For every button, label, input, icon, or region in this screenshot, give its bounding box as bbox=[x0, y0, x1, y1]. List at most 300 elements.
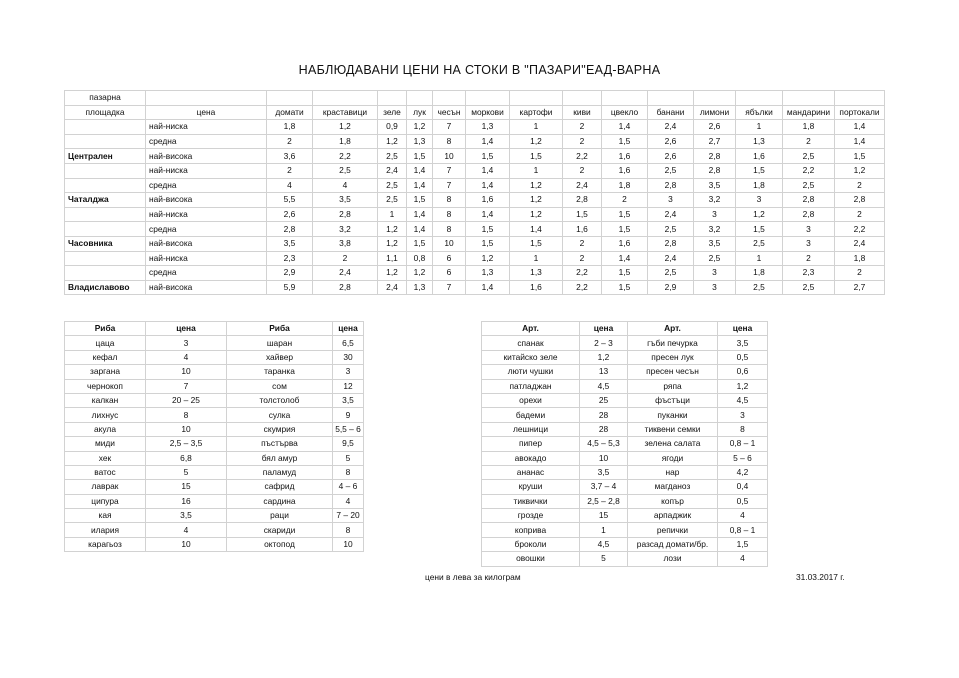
item-price-cell: 10 bbox=[580, 451, 628, 465]
item-price-cell: 7 bbox=[146, 379, 227, 393]
price-value-cell: 5,9 bbox=[267, 280, 313, 295]
item-name-cell: лози bbox=[628, 552, 718, 566]
table-row bbox=[482, 465, 768, 479]
price-value-cell: 2,8 bbox=[648, 236, 694, 251]
market-name-cell bbox=[65, 251, 146, 266]
price-value-cell: 2,8 bbox=[783, 207, 835, 222]
price-value-cell: 6 bbox=[433, 251, 466, 266]
price-value-cell: 3,6 bbox=[267, 149, 313, 164]
price-value-cell: 1,5 bbox=[510, 236, 563, 251]
table-row bbox=[482, 451, 768, 465]
price-value-cell: 3,2 bbox=[694, 193, 736, 208]
price-value-cell: 1 bbox=[510, 163, 563, 178]
price-value-cell: 2,2 bbox=[783, 163, 835, 178]
item-price-cell: 4,5 bbox=[718, 393, 768, 407]
price-value-cell: 2,5 bbox=[783, 280, 835, 295]
price-value-cell: 2,5 bbox=[648, 222, 694, 237]
header-row bbox=[65, 105, 885, 120]
table-row bbox=[65, 251, 885, 266]
item-name-cell: калкан bbox=[65, 393, 146, 407]
item-price-cell: 9,5 bbox=[333, 437, 364, 451]
price-value-cell: 2,6 bbox=[267, 207, 313, 222]
price-value-cell: 6 bbox=[433, 266, 466, 281]
item-price-cell: 30 bbox=[333, 350, 364, 364]
price-value-cell: 2,8 bbox=[835, 193, 885, 208]
price-value-cell: 1,6 bbox=[510, 280, 563, 295]
item-name-cell: кефал bbox=[65, 350, 146, 364]
item-price-cell: 8 bbox=[146, 408, 227, 422]
table-row bbox=[482, 408, 768, 422]
price-level-cell: средна bbox=[146, 178, 267, 193]
price-value-cell: 2,2 bbox=[563, 149, 602, 164]
price-value-cell: 1,5 bbox=[736, 163, 783, 178]
table-row bbox=[65, 236, 885, 251]
price-value-cell: 1,2 bbox=[378, 222, 407, 237]
header-blank-cell bbox=[433, 91, 466, 106]
header-blank-cell bbox=[694, 91, 736, 106]
price-value-cell: 1,5 bbox=[407, 236, 433, 251]
table-row bbox=[65, 393, 364, 407]
item-price-cell: 9 bbox=[333, 408, 364, 422]
table-row bbox=[65, 437, 364, 451]
table-row bbox=[482, 422, 768, 436]
market-name-cell bbox=[65, 207, 146, 222]
table-row bbox=[65, 178, 885, 193]
item-price-cell: 4,2 bbox=[718, 465, 768, 479]
price-value-cell: 2,8 bbox=[648, 178, 694, 193]
price-value-cell: 2,6 bbox=[648, 134, 694, 149]
item-name-cell: цаца bbox=[65, 336, 146, 350]
item-name-cell: тиквени семки bbox=[628, 422, 718, 436]
item-price-cell: 5 bbox=[333, 451, 364, 465]
price-value-cell: 3 bbox=[736, 193, 783, 208]
price-value-cell: 2,5 bbox=[378, 149, 407, 164]
column-header: Арт. bbox=[482, 322, 580, 336]
item-price-cell: 10 bbox=[146, 365, 227, 379]
item-price-cell: 3,5 bbox=[580, 465, 628, 479]
table-row bbox=[65, 509, 364, 523]
item-price-cell: 0,6 bbox=[718, 365, 768, 379]
market-name-cell bbox=[65, 222, 146, 237]
price-level-cell: най-ниска bbox=[146, 207, 267, 222]
price-value-cell: 2 bbox=[783, 251, 835, 266]
item-name-cell: сафрид bbox=[227, 480, 333, 494]
price-value-cell: 1,4 bbox=[510, 222, 563, 237]
header-blank-cell bbox=[267, 91, 313, 106]
price-value-cell: 2,3 bbox=[267, 251, 313, 266]
market-name-cell: Часовника bbox=[65, 236, 146, 251]
table-row bbox=[482, 480, 768, 494]
item-price-cell: 15 bbox=[146, 480, 227, 494]
price-value-cell: 1,5 bbox=[510, 149, 563, 164]
price-value-cell: 8 bbox=[433, 134, 466, 149]
item-price-cell: 10 bbox=[146, 537, 227, 551]
item-name-cell: фъстъци bbox=[628, 393, 718, 407]
price-value-cell: 1,1 bbox=[378, 251, 407, 266]
price-value-cell: 1,6 bbox=[602, 149, 648, 164]
header-row bbox=[65, 91, 885, 106]
price-value-cell: 1,4 bbox=[407, 163, 433, 178]
price-value-cell: 2,8 bbox=[563, 193, 602, 208]
header-blank-cell bbox=[313, 91, 378, 106]
price-value-cell: 8 bbox=[433, 222, 466, 237]
price-value-cell: 1,6 bbox=[736, 149, 783, 164]
column-header: Арт. bbox=[628, 322, 718, 336]
price-value-cell: 1,8 bbox=[835, 251, 885, 266]
item-name-cell: нар bbox=[628, 465, 718, 479]
price-value-cell: 2 bbox=[563, 236, 602, 251]
item-price-cell: 12 bbox=[333, 379, 364, 393]
price-value-cell: 1 bbox=[378, 207, 407, 222]
item-name-cell: ряпа bbox=[628, 379, 718, 393]
item-price-cell: 4 bbox=[333, 494, 364, 508]
price-value-cell: 1,2 bbox=[510, 207, 563, 222]
price-value-cell: 2 bbox=[563, 163, 602, 178]
price-value-cell: 1,2 bbox=[407, 266, 433, 281]
item-price-cell: 0,4 bbox=[718, 480, 768, 494]
item-price-cell: 3 bbox=[146, 336, 227, 350]
price-value-cell: 1,2 bbox=[378, 134, 407, 149]
item-price-cell: 3,5 bbox=[718, 336, 768, 350]
item-name-cell: кая bbox=[65, 509, 146, 523]
item-price-cell: 1,2 bbox=[718, 379, 768, 393]
price-value-cell: 3 bbox=[694, 266, 736, 281]
item-name-cell: гъби печурка bbox=[628, 336, 718, 350]
price-value-cell: 1,8 bbox=[736, 266, 783, 281]
price-value-cell: 3,5 bbox=[694, 178, 736, 193]
price-value-cell: 1,4 bbox=[466, 178, 510, 193]
item-name-cell: разсад домати/бр. bbox=[628, 537, 718, 551]
price-value-cell: 2 bbox=[563, 134, 602, 149]
price-value-cell: 1,4 bbox=[407, 178, 433, 193]
table-row bbox=[65, 266, 885, 281]
item-price-cell: 4,5 bbox=[580, 379, 628, 393]
item-price-cell: 5 – 6 bbox=[718, 451, 768, 465]
price-level-cell: най-ниска bbox=[146, 120, 267, 135]
price-value-cell: 2,5 bbox=[648, 266, 694, 281]
price-value-cell: 3,5 bbox=[313, 193, 378, 208]
price-value-cell: 2,4 bbox=[563, 178, 602, 193]
price-value-cell: 10 bbox=[433, 236, 466, 251]
price-value-cell: 2,2 bbox=[835, 222, 885, 237]
item-name-cell: пуканки bbox=[628, 408, 718, 422]
header-blank-cell bbox=[510, 91, 563, 106]
price-value-cell: 1 bbox=[736, 251, 783, 266]
price-value-cell: 1,4 bbox=[602, 120, 648, 135]
column-header: цена bbox=[146, 322, 227, 336]
price-value-cell: 1,4 bbox=[466, 163, 510, 178]
date-note: 31.03.2017 г. bbox=[796, 572, 845, 582]
price-value-cell: 1,8 bbox=[736, 178, 783, 193]
price-value-cell: 1,2 bbox=[510, 193, 563, 208]
item-price-cell: 0,5 bbox=[718, 350, 768, 364]
price-value-cell: 3 bbox=[783, 222, 835, 237]
price-value-cell: 1,5 bbox=[602, 280, 648, 295]
price-value-cell: 0,9 bbox=[378, 120, 407, 135]
product-header: киви bbox=[563, 105, 602, 120]
item-price-cell: 1,2 bbox=[580, 350, 628, 364]
header-blank-cell bbox=[378, 91, 407, 106]
item-price-cell: 1 bbox=[580, 523, 628, 537]
item-price-cell: 6,8 bbox=[146, 451, 227, 465]
item-price-cell: 3 bbox=[333, 365, 364, 379]
item-name-cell: скариди bbox=[227, 523, 333, 537]
item-price-cell: 25 bbox=[580, 393, 628, 407]
price-value-cell: 2,4 bbox=[378, 280, 407, 295]
item-name-cell: авокадо bbox=[482, 451, 580, 465]
price-value-cell: 2,2 bbox=[563, 280, 602, 295]
price-header: цена bbox=[146, 105, 267, 120]
price-value-cell: 1,5 bbox=[602, 222, 648, 237]
column-header: цена bbox=[333, 322, 364, 336]
price-value-cell: 2,2 bbox=[563, 266, 602, 281]
price-value-cell: 1,4 bbox=[602, 251, 648, 266]
header-blank-cell bbox=[783, 91, 835, 106]
item-price-cell: 2,5 – 2,8 bbox=[580, 494, 628, 508]
item-price-cell: 28 bbox=[580, 408, 628, 422]
price-value-cell: 3 bbox=[694, 207, 736, 222]
price-level-cell: средна bbox=[146, 266, 267, 281]
market-name-cell: Централен bbox=[65, 149, 146, 164]
table-row bbox=[65, 379, 364, 393]
price-value-cell: 2 bbox=[267, 134, 313, 149]
table-row bbox=[482, 393, 768, 407]
item-name-cell: орехи bbox=[482, 393, 580, 407]
market-header-bottom: площадка bbox=[65, 105, 146, 120]
item-name-cell: сулка bbox=[227, 408, 333, 422]
price-value-cell: 2,5 bbox=[783, 178, 835, 193]
price-value-cell: 2,4 bbox=[313, 266, 378, 281]
price-value-cell: 1 bbox=[736, 120, 783, 135]
table-row bbox=[65, 494, 364, 508]
item-name-cell: бял амур bbox=[227, 451, 333, 465]
price-value-cell: 3 bbox=[648, 193, 694, 208]
header-blank-cell bbox=[563, 91, 602, 106]
price-value-cell: 2,5 bbox=[736, 280, 783, 295]
table-row bbox=[65, 523, 364, 537]
item-price-cell: 16 bbox=[146, 494, 227, 508]
price-value-cell: 2 bbox=[835, 266, 885, 281]
column-header: цена bbox=[718, 322, 768, 336]
item-name-cell: паламуд bbox=[227, 465, 333, 479]
item-name-cell: зелена салата bbox=[628, 437, 718, 451]
price-value-cell: 1,2 bbox=[378, 236, 407, 251]
header-row bbox=[65, 322, 364, 336]
column-header: Риба bbox=[227, 322, 333, 336]
price-value-cell: 2,4 bbox=[648, 120, 694, 135]
price-value-cell: 3,2 bbox=[694, 222, 736, 237]
table-row bbox=[65, 537, 364, 551]
item-price-cell: 3,5 bbox=[333, 393, 364, 407]
item-price-cell: 4,5 bbox=[580, 537, 628, 551]
price-value-cell: 8 bbox=[433, 193, 466, 208]
price-value-cell: 2,5 bbox=[648, 163, 694, 178]
price-value-cell: 2,4 bbox=[648, 207, 694, 222]
price-value-cell: 2 bbox=[835, 178, 885, 193]
item-name-cell: коприва bbox=[482, 523, 580, 537]
item-name-cell: сардина bbox=[227, 494, 333, 508]
price-value-cell: 2,6 bbox=[648, 149, 694, 164]
item-price-cell: 1,5 bbox=[718, 537, 768, 551]
table-row bbox=[482, 350, 768, 364]
item-name-cell: толстолоб bbox=[227, 393, 333, 407]
table-row bbox=[65, 365, 364, 379]
item-name-cell: лаврак bbox=[65, 480, 146, 494]
price-value-cell: 1,2 bbox=[378, 266, 407, 281]
item-price-cell: 3,7 – 4 bbox=[580, 480, 628, 494]
price-value-cell: 7 bbox=[433, 178, 466, 193]
price-value-cell: 2,7 bbox=[694, 134, 736, 149]
price-value-cell: 1,4 bbox=[407, 207, 433, 222]
item-name-cell: хек bbox=[65, 451, 146, 465]
price-value-cell: 0,8 bbox=[407, 251, 433, 266]
price-value-cell: 3,5 bbox=[267, 236, 313, 251]
header-blank-cell bbox=[736, 91, 783, 106]
product-header: домати bbox=[267, 105, 313, 120]
table-row bbox=[482, 494, 768, 508]
price-level-cell: най-ниска bbox=[146, 251, 267, 266]
table-row bbox=[65, 134, 885, 149]
item-name-cell: ватос bbox=[65, 465, 146, 479]
item-name-cell: скумрия bbox=[227, 422, 333, 436]
goods-price-table bbox=[481, 321, 768, 567]
market-name-cell: Чаталджа bbox=[65, 193, 146, 208]
item-name-cell: хайвер bbox=[227, 350, 333, 364]
price-value-cell: 3 bbox=[783, 236, 835, 251]
price-value-cell: 2,8 bbox=[313, 207, 378, 222]
column-header: Риба bbox=[65, 322, 146, 336]
header-blank-cell bbox=[407, 91, 433, 106]
item-price-cell: 20 – 25 bbox=[146, 393, 227, 407]
price-value-cell: 1,5 bbox=[835, 149, 885, 164]
price-value-cell: 2,5 bbox=[694, 251, 736, 266]
item-name-cell: патладжан bbox=[482, 379, 580, 393]
table-row bbox=[65, 336, 364, 350]
price-value-cell: 3,8 bbox=[313, 236, 378, 251]
price-value-cell: 1,3 bbox=[510, 266, 563, 281]
price-value-cell: 2,9 bbox=[267, 266, 313, 281]
item-price-cell: 4 bbox=[718, 552, 768, 566]
price-value-cell: 4 bbox=[267, 178, 313, 193]
item-price-cell: 8 bbox=[333, 523, 364, 537]
price-value-cell: 1 bbox=[510, 251, 563, 266]
price-value-cell: 1,5 bbox=[466, 222, 510, 237]
price-value-cell: 2 bbox=[563, 120, 602, 135]
header-blank-cell bbox=[835, 91, 885, 106]
price-value-cell: 1,6 bbox=[563, 222, 602, 237]
table-row bbox=[65, 350, 364, 364]
item-name-cell: овошки bbox=[482, 552, 580, 566]
price-value-cell: 1,4 bbox=[466, 280, 510, 295]
item-name-cell: заргана bbox=[65, 365, 146, 379]
price-value-cell: 2,5 bbox=[313, 163, 378, 178]
price-value-cell: 1,4 bbox=[835, 120, 885, 135]
price-value-cell: 2 bbox=[267, 163, 313, 178]
market-name-cell: Владиславово bbox=[65, 280, 146, 295]
item-name-cell: пресен чесън bbox=[628, 365, 718, 379]
product-header: картофи bbox=[510, 105, 563, 120]
item-name-cell: копър bbox=[628, 494, 718, 508]
table-row bbox=[482, 537, 768, 551]
item-name-cell: бадеми bbox=[482, 408, 580, 422]
price-value-cell: 1,5 bbox=[602, 266, 648, 281]
table-row bbox=[65, 465, 364, 479]
item-price-cell: 5,5 – 6 bbox=[333, 422, 364, 436]
item-price-cell: 0,5 bbox=[718, 494, 768, 508]
price-value-cell: 7 bbox=[433, 163, 466, 178]
market-name-cell bbox=[65, 163, 146, 178]
header-blank-cell bbox=[146, 91, 267, 106]
item-name-cell: сом bbox=[227, 379, 333, 393]
item-name-cell: раци bbox=[227, 509, 333, 523]
table-row bbox=[482, 509, 768, 523]
market-price-table bbox=[64, 90, 885, 295]
item-name-cell: ананас bbox=[482, 465, 580, 479]
price-level-cell: най-висока bbox=[146, 193, 267, 208]
price-value-cell: 7 bbox=[433, 280, 466, 295]
price-value-cell: 2,8 bbox=[783, 193, 835, 208]
price-value-cell: 1,5 bbox=[407, 149, 433, 164]
price-value-cell: 1,3 bbox=[466, 120, 510, 135]
item-price-cell: 0,8 – 1 bbox=[718, 523, 768, 537]
table-row bbox=[482, 365, 768, 379]
product-header: зеле bbox=[378, 105, 407, 120]
price-value-cell: 1,5 bbox=[466, 149, 510, 164]
table-row bbox=[65, 422, 364, 436]
price-level-cell: най-висока bbox=[146, 280, 267, 295]
price-value-cell: 2,5 bbox=[378, 193, 407, 208]
price-value-cell: 2 bbox=[602, 193, 648, 208]
item-price-cell: 4 – 6 bbox=[333, 480, 364, 494]
item-name-cell: лихнус bbox=[65, 408, 146, 422]
market-name-cell bbox=[65, 120, 146, 135]
item-name-cell: магданоз bbox=[628, 480, 718, 494]
price-value-cell: 4 bbox=[313, 178, 378, 193]
price-value-cell: 10 bbox=[433, 149, 466, 164]
item-price-cell: 2 – 3 bbox=[580, 336, 628, 350]
item-price-cell: 4 bbox=[146, 523, 227, 537]
price-value-cell: 1,2 bbox=[510, 178, 563, 193]
item-price-cell: 3 bbox=[718, 408, 768, 422]
price-value-cell: 1,2 bbox=[510, 134, 563, 149]
item-price-cell: 8 bbox=[333, 465, 364, 479]
item-name-cell: арпаджик bbox=[628, 509, 718, 523]
price-value-cell: 2,4 bbox=[835, 236, 885, 251]
market-header-top: пазарна bbox=[65, 91, 146, 106]
price-value-cell: 2,8 bbox=[267, 222, 313, 237]
price-value-cell: 1,5 bbox=[407, 193, 433, 208]
price-value-cell: 1,4 bbox=[466, 134, 510, 149]
price-value-cell: 2,8 bbox=[694, 149, 736, 164]
item-price-cell: 10 bbox=[333, 537, 364, 551]
price-value-cell: 2,2 bbox=[313, 149, 378, 164]
header-blank-cell bbox=[466, 91, 510, 106]
item-name-cell: ягоди bbox=[628, 451, 718, 465]
units-note: цени в лева за килограм bbox=[425, 572, 521, 582]
fish-price-table bbox=[64, 321, 364, 552]
product-header: чесън bbox=[433, 105, 466, 120]
item-price-cell: 3,5 bbox=[146, 509, 227, 523]
price-value-cell: 2,7 bbox=[835, 280, 885, 295]
price-level-cell: най-висока bbox=[146, 236, 267, 251]
market-name-cell bbox=[65, 134, 146, 149]
price-value-cell: 2,8 bbox=[694, 163, 736, 178]
market-name-cell bbox=[65, 178, 146, 193]
item-price-cell: 0,8 – 1 bbox=[718, 437, 768, 451]
price-value-cell: 1,3 bbox=[407, 134, 433, 149]
column-header: цена bbox=[580, 322, 628, 336]
price-value-cell: 2,6 bbox=[694, 120, 736, 135]
